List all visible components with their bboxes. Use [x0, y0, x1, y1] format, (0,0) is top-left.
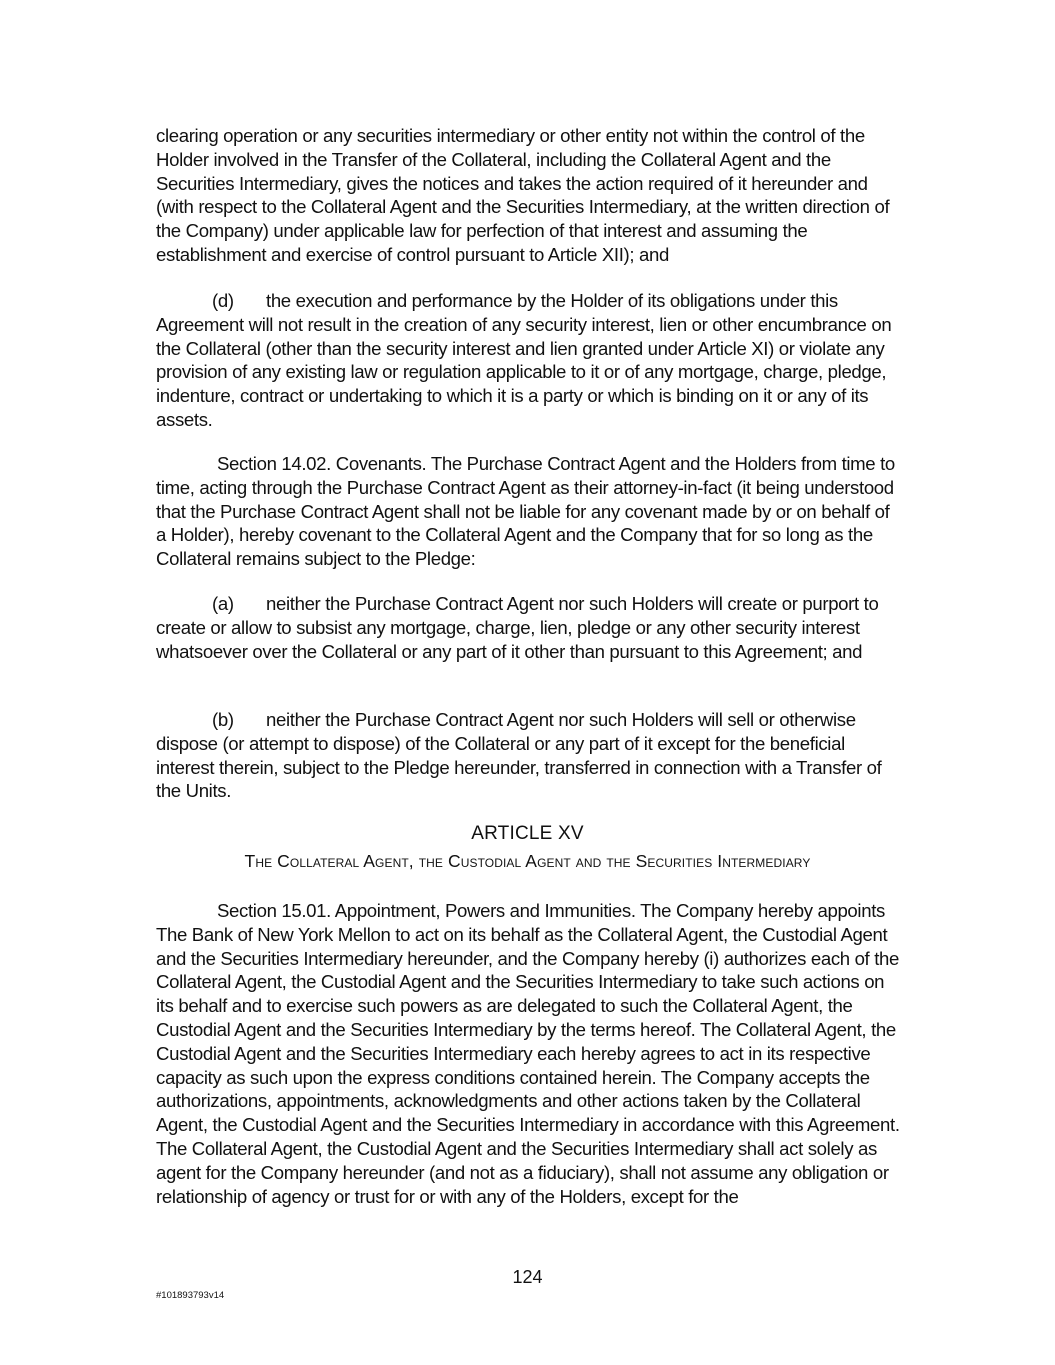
section-14-02: Section 14.02. Covenants. The Purchase Contract Agent and the Holders from time to time, acting through the Purchase Contract Agent as their attorney-in-fact (it being understood that the Purchase Contract Agent shall not be liable for any covenant made by or on behalf of a Holder), hereby covenant to the Collateral Agent and the Company that for so long as the Collateral remains subject to the Pledge:: [156, 453, 895, 570]
article-title: ARTICLE XV: [471, 823, 584, 844]
clause-a: [156, 592, 901, 663]
clause-a-text: neither the Purchase Contract Agent nor such Holders will create or purport to create or allow to subsist any mortgage, charge, lien, pledge or any other security interest whatsoever over the Collateral or any part of it other than pursuant to this Agreement; and: [156, 593, 879, 662]
clause-a-label: (a): [212, 593, 234, 614]
clause-d-text: the execution and performance by the Holder of its obligations under this Agreement will not result in the creation of any security interest, lien or other encumbrance on the Collateral (other than the security interest and lien granted under Article XI) or violate any provision of any existing law or regulation applicable to it or of any mortgage, charge, pledge, indenture, contract or undertaking to which it is a party or which is binding on it or any of its assets.: [156, 290, 892, 430]
paragraph-continuation: clearing operation or any securities intermediary or other entity not within the control of the Holder involved in the Transfer of the Collateral, including the Collateral Agent and the Securities Intermediary, gives the notices and takes the action required of it hereunder and (with respect to the Collateral Agent and the Securities Intermediary, at the written direction of the Company) under applicable law for perfection of that interest and assuming the establishment and exercise of control pursuant to Article XII); and: [156, 125, 890, 265]
clause-b-label: (b): [212, 709, 234, 730]
document-id: #101893793v14: [156, 1290, 225, 1301]
clause-d: [156, 289, 901, 432]
section-15-01: Section 15.01. Appointment, Powers and Immunities. The Company hereby appoints The Bank of New York Mellon to act on its behalf as the Collateral Agent, the Custodial Agent and the Securities Intermediary hereunder, and the Company hereby (i) authorizes each of the Collateral Agent, the Custodial Agent and the Securities Intermediary to take such actions on its behalf and to exercise such powers as are delegated to such the Collateral Agent, the Custodial Agent and the Securities Intermediary by the terms hereof. The Collateral Agent, the Custodial Agent and the Securities Intermediary each hereby agrees to act in its respective capacity as such upon the express conditions contained herein. The Company accepts the authorizations, appointments, acknowledgments and other actions taken by the Collateral Agent, the Custodial Agent and the Securities Intermediary in accordance with this Agreement. The Collateral Agent, the Custodial Agent and the Securities Intermediary shall act solely as agent for the Company hereunder (and not as a fiduciary), shall not assume any obligation or relationship of agency or trust for or with any of the Holders, except for the: [156, 900, 900, 1207]
clause-b: [156, 708, 901, 803]
page-number: 124: [512, 1267, 543, 1287]
article-subtitle: The Collateral Agent, the Custodial Agent and the Securities Intermediary: [244, 851, 811, 871]
clause-b-text: neither the Purchase Contract Agent nor such Holders will sell or otherwise dispose (or attempt to dispose) of the Collateral or any part of it except for the beneficial interest therein, subject to the Pledge hereunder, transferred in connection with a Transfer of the Units.: [156, 709, 882, 802]
clause-d-label: (d): [212, 290, 234, 311]
